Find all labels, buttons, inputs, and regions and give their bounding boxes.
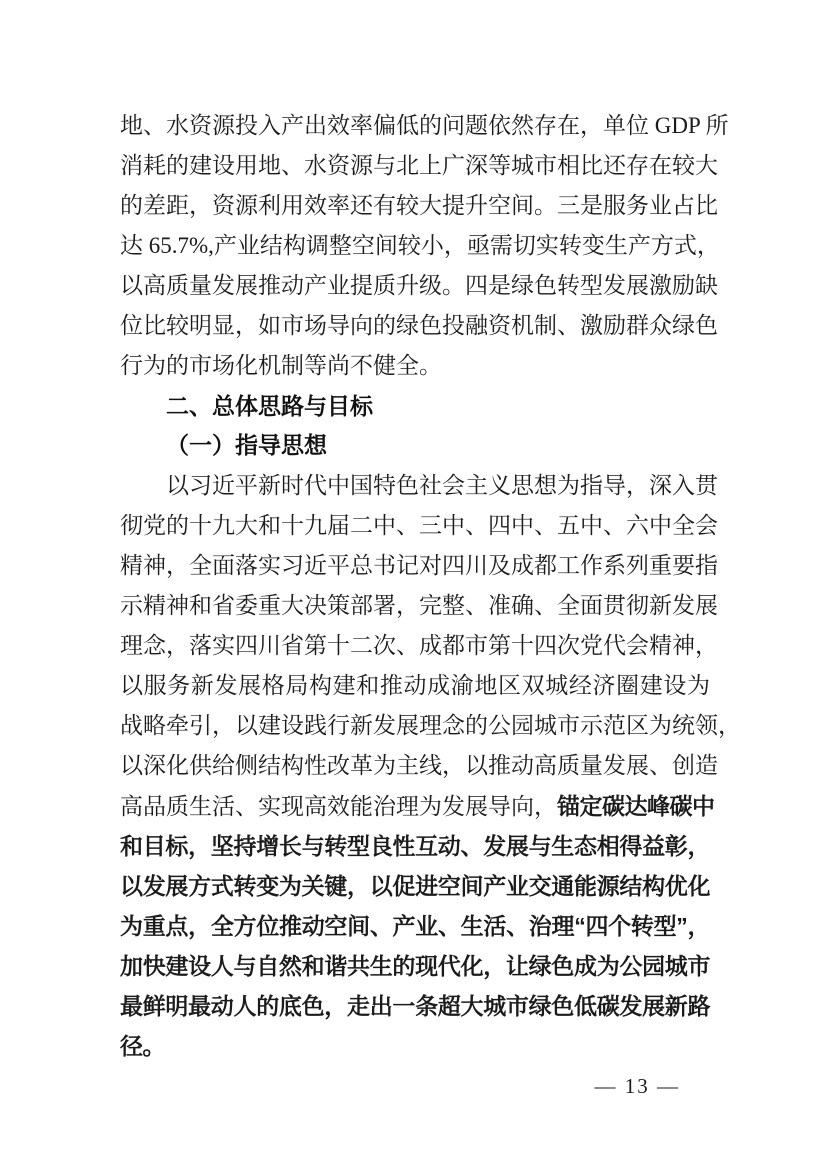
text-line: 为重点，全方位推动空间、产业、生活、治理“四个转型”， <box>120 913 710 939</box>
text-line: 以深化供给侧结构性改革为主线，以推动高质量发展、创造 <box>120 753 718 778</box>
text-line: 和目标，坚持增长与转型良性互动、发展与生态相得益彰， <box>120 833 710 859</box>
text-line: 的差距，资源利用效率还有较大提升空间。三是服务业占比 <box>120 193 718 218</box>
text-line: 位比较明显，如市场导向的绿色投融资机制、激励群众绿色 <box>120 313 718 338</box>
text-line: 示精神和省委重大决策部署，完整、准确、全面贯彻新发展 <box>120 593 718 618</box>
text-line: 以高质量发展推动产业提质升级。四是绿色转型发展激励缺 <box>120 273 718 298</box>
text-line: 达 65.7%,产业结构调整空间较小，亟需切实转变生产方式， <box>120 233 720 258</box>
section-heading: 二、总体思路与目标 <box>166 393 373 419</box>
text-line: 最鲜明最动人的底色，走出一条超大城市绿色低碳发展新路 <box>120 993 710 1019</box>
text-line: 战略牵引，以建设践行新发展理念的公园城市示范区为统领， <box>120 713 741 738</box>
text-line: 径。 <box>120 1033 165 1059</box>
text-line: 行为的市场化机制等尚不健全。 <box>120 353 442 378</box>
text-line: 地、水资源投入产出效率偏低的问题依然存在，单位 GDP 所 <box>120 113 729 138</box>
text-line: 加快建设人与自然和谐共生的现代化，让绿色成为公园城市 <box>120 953 710 979</box>
text-segment-bold: 锚定碳达峰碳中 <box>557 793 715 819</box>
text-line <box>120 786 715 826</box>
text-line: 以习近平新时代中国特色社会主义思想为指导，深入贯 <box>166 473 718 498</box>
text-line: 理念，落实四川省第十二次、成都市第十四次党代会精神， <box>120 633 718 658</box>
page-number: — 13 — <box>594 1074 680 1098</box>
subsection-heading: （一）指导思想 <box>166 433 327 458</box>
text-line: 以发展方式转变为关键，以促进空间产业交通能源结构优化 <box>120 873 710 899</box>
text-line: 彻党的十九大和十九届二中、三中、四中、五中、六中全会 <box>120 513 718 538</box>
text-line: 消耗的建设用地、水资源与北上广深等城市相比还存在较大 <box>120 153 718 178</box>
text-block <box>120 106 741 1066</box>
text-line: 精神，全面落实习近平总书记对四川及成都工作系列重要指 <box>120 553 718 578</box>
text-segment-regular: 高品质生活、实现高效能治理为发展导向， <box>120 794 557 819</box>
text-line: 以服务新发展格局构建和推动成渝地区双城经济圈建设为 <box>120 673 710 698</box>
